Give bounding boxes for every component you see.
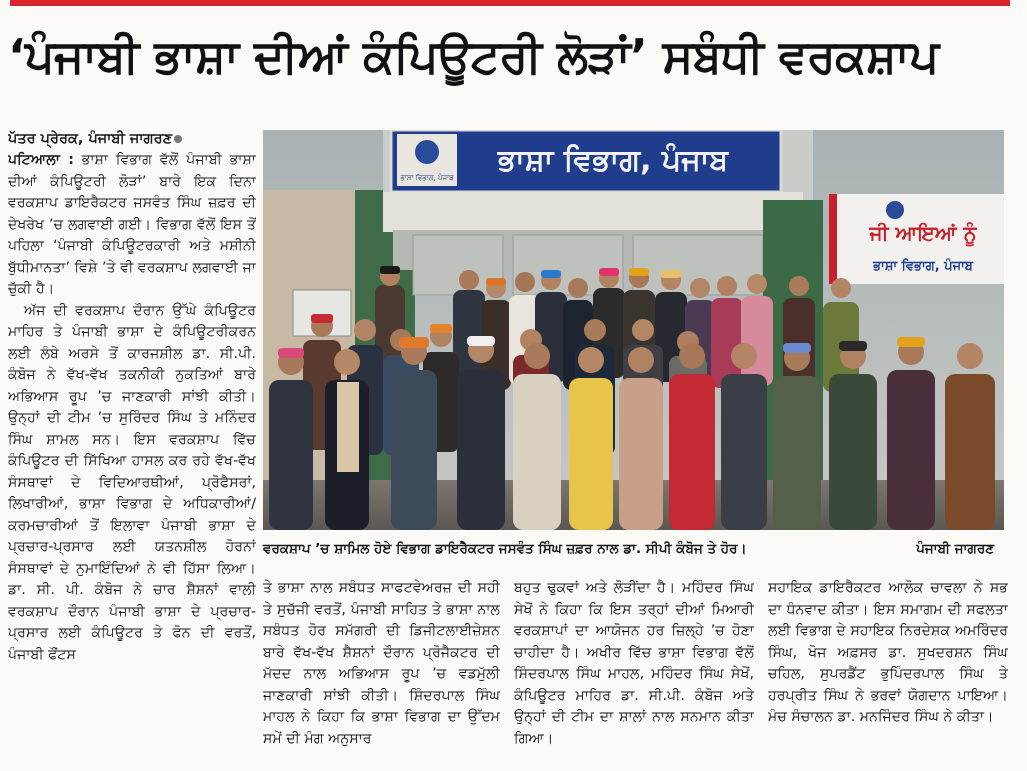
welcome-text: ਜੀ ਆਇਆਂ ਨੂੰ	[869, 221, 977, 245]
headline: ‘ਪੰਜਾਬੀ ਭਾਸ਼ਾ ਦੀਆਂ ਕੰਪਿਊਟਰੀ ਲੋੜਾਂ’ ਸਬੰਧੀ ਵਰਕਸ਼ਾਪ	[8, 29, 939, 83]
banner-small-text: ਭਾਸ਼ਾ ਵਿਭਾਗ, ਪੰਜਾਬ	[400, 174, 454, 182]
group-photo-illustration	[263, 130, 1004, 530]
column-4-text: ਸਹਾਇਕ ਡਾਇਰੈਕਟਰ ਆਲੋਕ ਚਾਵਲਾ ਨੇ ਸਭ ਦਾ ਧੰਨਵਾਦ ਕੀਤਾ। ਇਸ ਸਮਾਗਮ ਦੀ ਸਫਲਤਾ ਲਈ ਵਿਭਾਗ ਦੇ ਸਹਾਇਕ ਨਿਰਦੇਸ਼ਕ ਅਮਰਿੰਦਰ ਸਿੰਘ, ਖੋਜ ਅਫ਼ਸਰ ਡਾ. ਸੁਖਦਰਸ਼ਨ ਸਿੰਘ ਚਹਿਲ, ਸੁਪਰਡੈਂਟ ਭੁਪਿੰਦਰਪਾਲ ਸਿੰਘ ਤੇ ਹਰਪ੍ਰੀਤ ਸਿੰਘ ਨੇ ਭਰਵਾਂ ਯੋਗਦਾਨ ਪਾਇਆ। ਮੰਚ ਸੰਚਾਲਨ ਡਾ. ਮਨਜਿੰਦਰ ਸਿੰਘ ਨੇ ਕੀਤਾ।	[768, 580, 1008, 725]
top-accent-bar	[10, 0, 1010, 6]
byline-text: ਪੱਤਰ ਪ੍ਰੇਰਕ, ਪੰਜਾਬੀ ਜਾਗਰਣ	[8, 131, 173, 147]
column-2-text: ਤੇ ਭਾਸ਼ਾ ਨਾਲ ਸਬੰਧਤ ਸਾਫਟਵੇਅਰਜ਼ ਦੀ ਸਹੀ ਤੇ ਸੁਚੱਜੀ ਵਰਤੋਂ, ਪੰਜਾਬੀ ਸਾਹਿਤ ਤੇ ਭਾਸ਼ਾ ਨਾਲ ਸਬੰਧਤ ਹੋਰ ਸਮੱਗਰੀ ਦੀ ਡਿਜੀਟਲਾਈਜ਼ੇਸ਼ਨ ਬਾਰੇ ਵੱਖ-ਵੱਖ ਸ਼ੈਸ਼ਨਾਂ ਦੌਰਾਨ ਪ੍ਰੋਜੈਕਟਰ ਦੀ ਮੱਦਦ ਨਾਲ ਅਭਿਆਸ ਰੂਪ ’ਚ ਵਡਮੁੱਲੀ ਜਾਣਕਾਰੀ ਸਾਂਝੀ ਕੀਤੀ। ਸ਼ਿੰਦਰਪਾਲ ਸਿੰਘ ਮਾਹਲ ਨੇ ਕਿਹਾ ਕਿ ਭਾਸ਼ਾ ਵਿਭਾਗ ਦਾ ਉੱਦਮ ਸਮੇਂ ਦੀ ਮੰਗ ਅਨੁਸਾਰ	[263, 580, 500, 747]
paragraph-1-text: ਭਾਸ਼ਾ ਵਿਭਾਗ ਵੱਲੋਂ ਪੰਜਾਬੀ ਭਾਸ਼ਾ ਦੀਆਂ ਕੰਪਿਊਟਰੀ ਲੋੜਾਂ’ ਬਾਰੇ ਇਕ ਦਿਨਾ ਵਰਕਸ਼ਾਪ ਡਾਇਰੈਕਟਰ ਜਸਵੰਤ ਸਿੰਘ ਜ਼ਫ਼ਰ ਦੀ ਦੇਖਰੇਖ ’ਚ ਲਗਵਾਈ ਗਈ। ਵਿਭਾਗ ਵੱਲੋਂ ਇਸ ਤੋਂ ਪਹਿਲਾ ‘ਪੰਜਾਬੀ ਕੰਪਿਊਟਰਕਾਰੀ ਅਤੇ ਮਸ਼ੀਨੀ ਬੁੱਧੀਮਾਨਤਾ’ ਵਿਸ਼ੇ ’ਤੇ ਵੀ ਵਰਕਸ਼ਾਪ ਲਗਵਾਈ ਜਾ ਚੁੱਕੀ ਹੈ।	[8, 152, 256, 297]
article-column-1	[8, 128, 256, 768]
caption-text: ਵਰਕਸ਼ਾਪ ’ਚ ਸ਼ਾਮਿਲ ਹੋਏ ਵਿਭਾਗ ਡਾਇਰੈਕਟਰ ਜਸਵੰਤ ਸਿੰਘ ਜ਼ਫ਼ਰ ਨਾਲ ਡਾ. ਸੀਪੀ ਕੰਬੋਜ ਤੇ ਹੋਰ।	[263, 541, 747, 557]
byline-dot-icon	[174, 135, 182, 143]
caption-source: ਪੰਜਾਬੀ ਜਾਗਰਣ	[916, 541, 994, 557]
article-column-3	[514, 578, 754, 768]
welcome-sub-text: ਭਾਸ਼ਾ ਵਿਭਾਗ, ਪੰਜਾਬ	[873, 259, 973, 274]
dateline: ਪਟਿਆਲਾ :	[8, 152, 74, 168]
group-photo	[263, 130, 1004, 530]
article-column-2	[263, 578, 500, 768]
article-column-4	[768, 578, 1008, 768]
banner-text: ਭਾਸ਼ਾ ਵਿਭਾਗ, ਪੰਜਾਬ	[497, 143, 729, 178]
column-3-text: ਬਹੁਤ ਢੁਕਵਾਂ ਅਤੇ ਲੋੜੀਂਦਾ ਹੈ। ਮਹਿੰਦਰ ਸਿੰਘ ਸੇਖੋਂ ਨੇ ਕਿਹਾ ਕਿ ਇਸ ਤਰ੍ਹਾਂ ਦੀਆਂ ਮਿਆਰੀ ਵਰਕਸ਼ਾਪਾਂ ਦਾ ਆਯੋਜਨ ਹਰ ਜ਼ਿਲ੍ਹੇ ’ਚ ਹੋਣਾ ਚਾਹੀਦਾ ਹੈ। ਅਖੀਰ ਵਿੱਚ ਭਾਸ਼ਾ ਵਿਭਾਗ ਵੱਲੋਂ ਸ਼ਿੰਦਰਪਾਲ ਸਿੰਘ ਮਾਹਲ, ਮਹਿੰਦਰ ਸਿੰਘ ਸੇਖੋਂ, ਕੰਪਿਊਟਰ ਮਾਹਿਰ ਡਾ. ਸੀ.ਪੀ. ਕੰਬੋਜ ਅਤੇ ਉਨ੍ਹਾਂ ਦੀ ਟੀਮ ਦਾ ਸ਼ਾਲਾਂ ਨਾਲ ਸਨਮਾਨ ਕੀਤਾ ਗਿਆ।	[514, 580, 754, 747]
paragraph-1	[8, 150, 256, 301]
paragraph-2: ਅੱਜ ਦੀ ਵਰਕਸ਼ਾਪ ਦੌਰਾਨ ਉੱਘੇ ਕੰਪਿਊਟਰ ਮਾਹਿਰ ਤੇ ਪੰਜਾਬੀ ਭਾਸ਼ਾ ਦੇ ਕੰਪਿਊਟਰੀਕਰਨ ਲਈ ਲੰਬੇ ਅਰਸੇ ਤੋਂ ਕਾਰਜਸ਼ੀਲ ਡਾ. ਸੀ.ਪੀ. ਕੰਬੋਜ ਨੇ ਵੱਖ-ਵੱਖ ਤਕਨੀਕੀ ਨੁਕਤਿਆਂ ਬਾਰੇ ਅਭਿਆਸ ਰੂਪ ’ਚ ਜਾਣਕਾਰੀ ਸਾਂਝੀ ਕੀਤੀ। ਉਨ੍ਹਾਂ ਦੀ ਟੀਮ ’ਚ ਸੁਰਿੰਦਰ ਸਿੰਘ ਤੇ ਮਨਿੰਦਰ ਸਿੰਘ ਸ਼ਾਮਲ ਸਨ। ਇਸ ਵਰਕਸ਼ਾਪ ਵਿੱਚ ਕੰਪਿਊਟਰ ਦੀ ਸਿੱਖਿਆ ਹਾਸਲ ਕਰ ਰਹੇ ਵੱਖ-ਵੱਖ ਸੰਸਥਾਵਾਂ ਦੇ ਵਿਦਿਆਰਥੀਆਂ, ਪ੍ਰੋਫੈਸਰਾਂ, ਲਿਖਾਰੀਆਂ, ਭਾਸ਼ਾ ਵਿਭਾਗ ਦੇ ਅਧਿਕਾਰੀਆਂ/ਕਰਮਚਾਰੀਆਂ ਤੋਂ ਇਲਾਵਾ ਪੰਜਾਬੀ ਭਾਸ਼ਾ ਦੇ ਪ੍ਰਚਾਰ-ਪ੍ਰਸਾਰ ਲਈ ਯਤਨਸ਼ੀਲ ਹੋਰਨਾਂ ਸੰਸਥਾਵਾਂ ਦੇ ਨੁਮਾਇੰਦਿਆਂ ਨੇ ਵੀ ਹਿੱਸਾ ਲਿਆ। ਡਾ. ਸੀ. ਪੀ. ਕੰਬੋਜ ਨੇ ਚਾਰ ਸ਼ੈਸ਼ਨਾਂ ਵਾਲੀ ਵਰਕਸ਼ਾਪ ਦੌਰਾਨ ਪੰਜਾਬੀ ਭਾਸ਼ਾ ਦੇ ਪ੍ਰਚਾਰ-ਪ੍ਰਸਾਰ ਲਈ ਕੰਪਿਊਟਰ ਤੇ ਫੋਨ ਦੀ ਵਰਤੋਂ, ਪੰਜਾਬੀ ਫੌਂਟਸ	[8, 302, 256, 663]
byline	[8, 128, 256, 150]
photo-caption	[263, 538, 1004, 560]
